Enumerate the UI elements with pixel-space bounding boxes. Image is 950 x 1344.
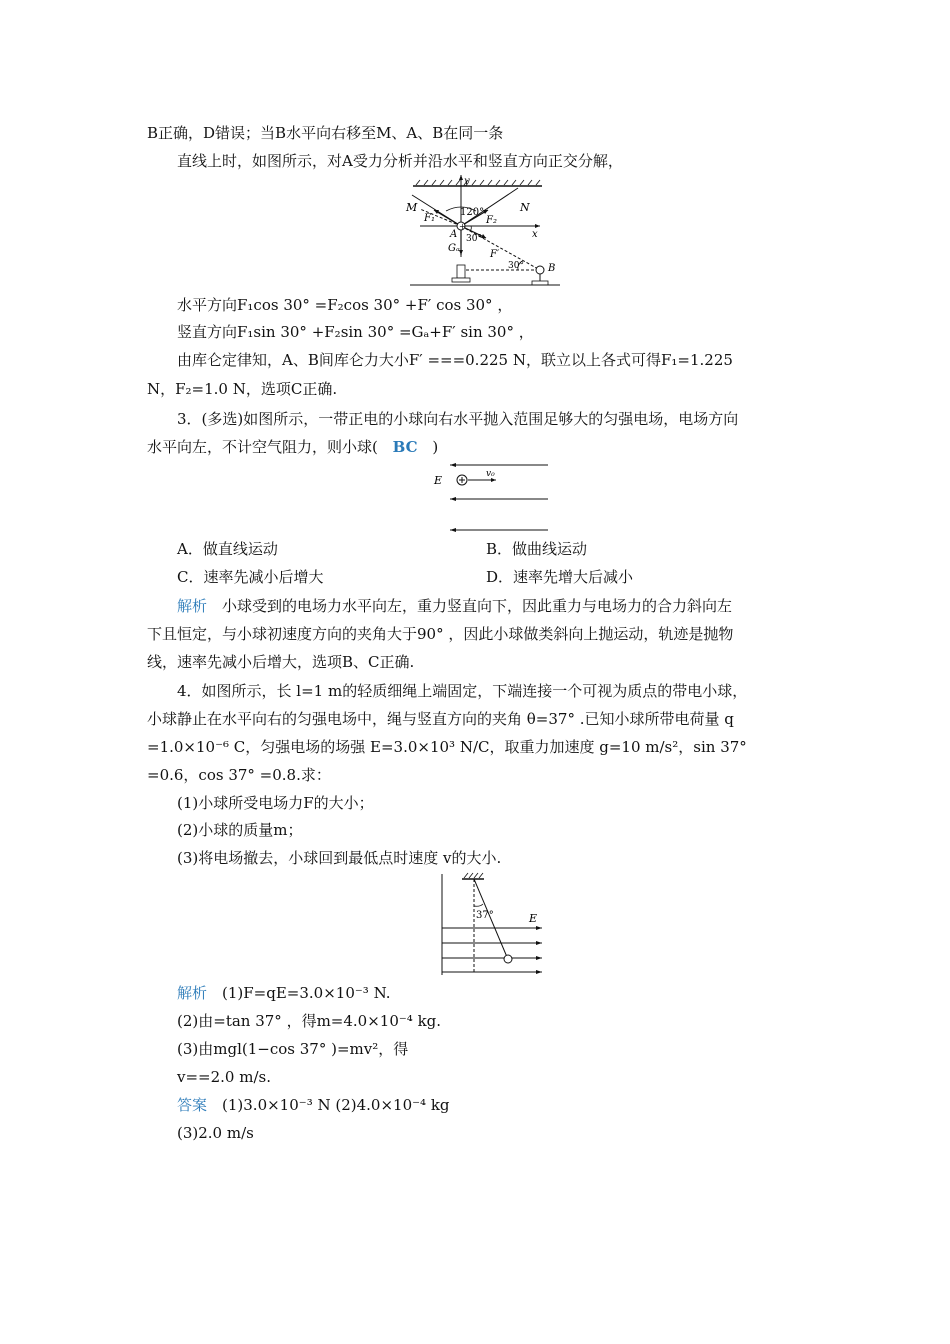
text-line: (1)小球所受电场力F的大小； <box>177 794 374 812</box>
option-d: D．速率先增大后减小 <box>486 568 634 586</box>
analysis-line <box>177 596 732 616</box>
text-line: (3)将电场撤去，小球回到最低点时速度 v的大小. <box>177 849 502 867</box>
label: Gₐ <box>448 243 460 254</box>
text-line: N，F₂=1.0 N，选项C正确. <box>147 380 338 398</box>
answer-tag: 答案 <box>177 1096 208 1114</box>
text-line: 3．(多选)如图所示，一带正电的小球向右水平抛入范围足够大的匀强电场，电场方向 <box>177 410 739 428</box>
text-line: 下且恒定，与小球初速度方向的夹角大于90° ，因此小球做类斜向上抛运动，轨迹是抛物 <box>147 625 734 643</box>
svg-text:+: + <box>459 222 466 231</box>
pendulum-diagram <box>438 870 548 978</box>
text-line: (1)3.0×10⁻³ N (2)4.0×10⁻⁴ kg <box>207 1096 450 1114</box>
analysis-line <box>177 983 391 1003</box>
text-line: =1.0×10⁻⁶ C，匀强电场的场强 E=3.0×10³ N/C，取重力加速度 g=10 m/s²，sin 37° <box>147 738 747 756</box>
label: v₀ <box>486 469 495 479</box>
option-c: C．速率先减小后增大 <box>177 568 324 586</box>
text-line: 水平向左，不计空气阻力，则小球( <box>147 438 378 456</box>
text-line: 竖直方向F₁sin 30° +F₂sin 30° =Gₐ+F′ sin 30° ， <box>177 323 534 341</box>
text-line: 由库仑定律知，A、B间库仑力大小F′ ===0.225 N，联立以上各式可得F₁=1.225 <box>177 351 733 369</box>
answer-highlight: BC <box>392 438 418 456</box>
text-line: 4．如图所示，长 l=1 m的轻质细绳上端固定，下端连接一个可视为质点的带电小球， <box>177 682 748 700</box>
label: F′ <box>490 249 500 260</box>
label: y <box>464 176 470 187</box>
label: B <box>548 263 556 274</box>
text-line: 小球静止在水平向右的匀强电场中，绳与竖直方向的夹角 θ=37° .已知小球所带电荷量 q <box>147 710 734 728</box>
label: F₂ <box>486 215 497 226</box>
field-diagram <box>430 458 555 536</box>
text-line: (1)F=qE=3.0×10⁻³ N. <box>207 984 391 1002</box>
label: A <box>450 229 458 240</box>
analysis-tag: 解析 <box>177 984 208 1002</box>
label: E <box>434 474 443 487</box>
force-diagram <box>400 175 560 297</box>
label: F₁ <box>424 213 435 224</box>
text-line: 水平方向F₁cos 30° =F₂cos 30° +F′ cos 30° ， <box>177 296 513 314</box>
label: M <box>406 201 418 214</box>
label: 30° <box>466 234 482 244</box>
option-a: A．做直线运动 <box>177 540 278 558</box>
text-line: ) <box>432 438 439 456</box>
label: 120° <box>460 207 485 218</box>
text-line: (3)2.0 m/s <box>177 1124 254 1142</box>
option-b: B．做曲线运动 <box>486 540 588 558</box>
text-line: (3)由mgl(1−cos 37° )=mv²，得 <box>177 1040 409 1058</box>
text-line: 小球受到的电场力水平向左，重力竖直向下，因此重力与电场力的合力斜向左 <box>207 597 733 615</box>
text-line: 直线上时，如图所示，对A受力分析并沿水平和竖直方向正交分解， <box>177 152 623 170</box>
text-line: B正确，D错误；当B水平向右移至M、A、B在同一条 <box>147 124 504 142</box>
label: 30° <box>508 261 524 271</box>
answer-line <box>177 1095 450 1115</box>
text-line: (2)由=tan 37° ，得m=4.0×10⁻⁴ kg. <box>177 1012 442 1030</box>
text-line: v==2.0 m/s. <box>177 1068 271 1086</box>
label: E <box>529 912 538 925</box>
label: x <box>532 229 538 240</box>
question-stem <box>147 437 438 457</box>
label: N <box>520 201 530 214</box>
text-line: 线，速率先减小后增大，选项B、C正确. <box>147 653 415 671</box>
label: 37° <box>476 910 494 921</box>
text-line: (2)小球的质量m； <box>177 821 303 839</box>
text-line: =0.6，cos 37° =0.8.求： <box>147 766 331 784</box>
analysis-tag: 解析 <box>177 597 208 615</box>
